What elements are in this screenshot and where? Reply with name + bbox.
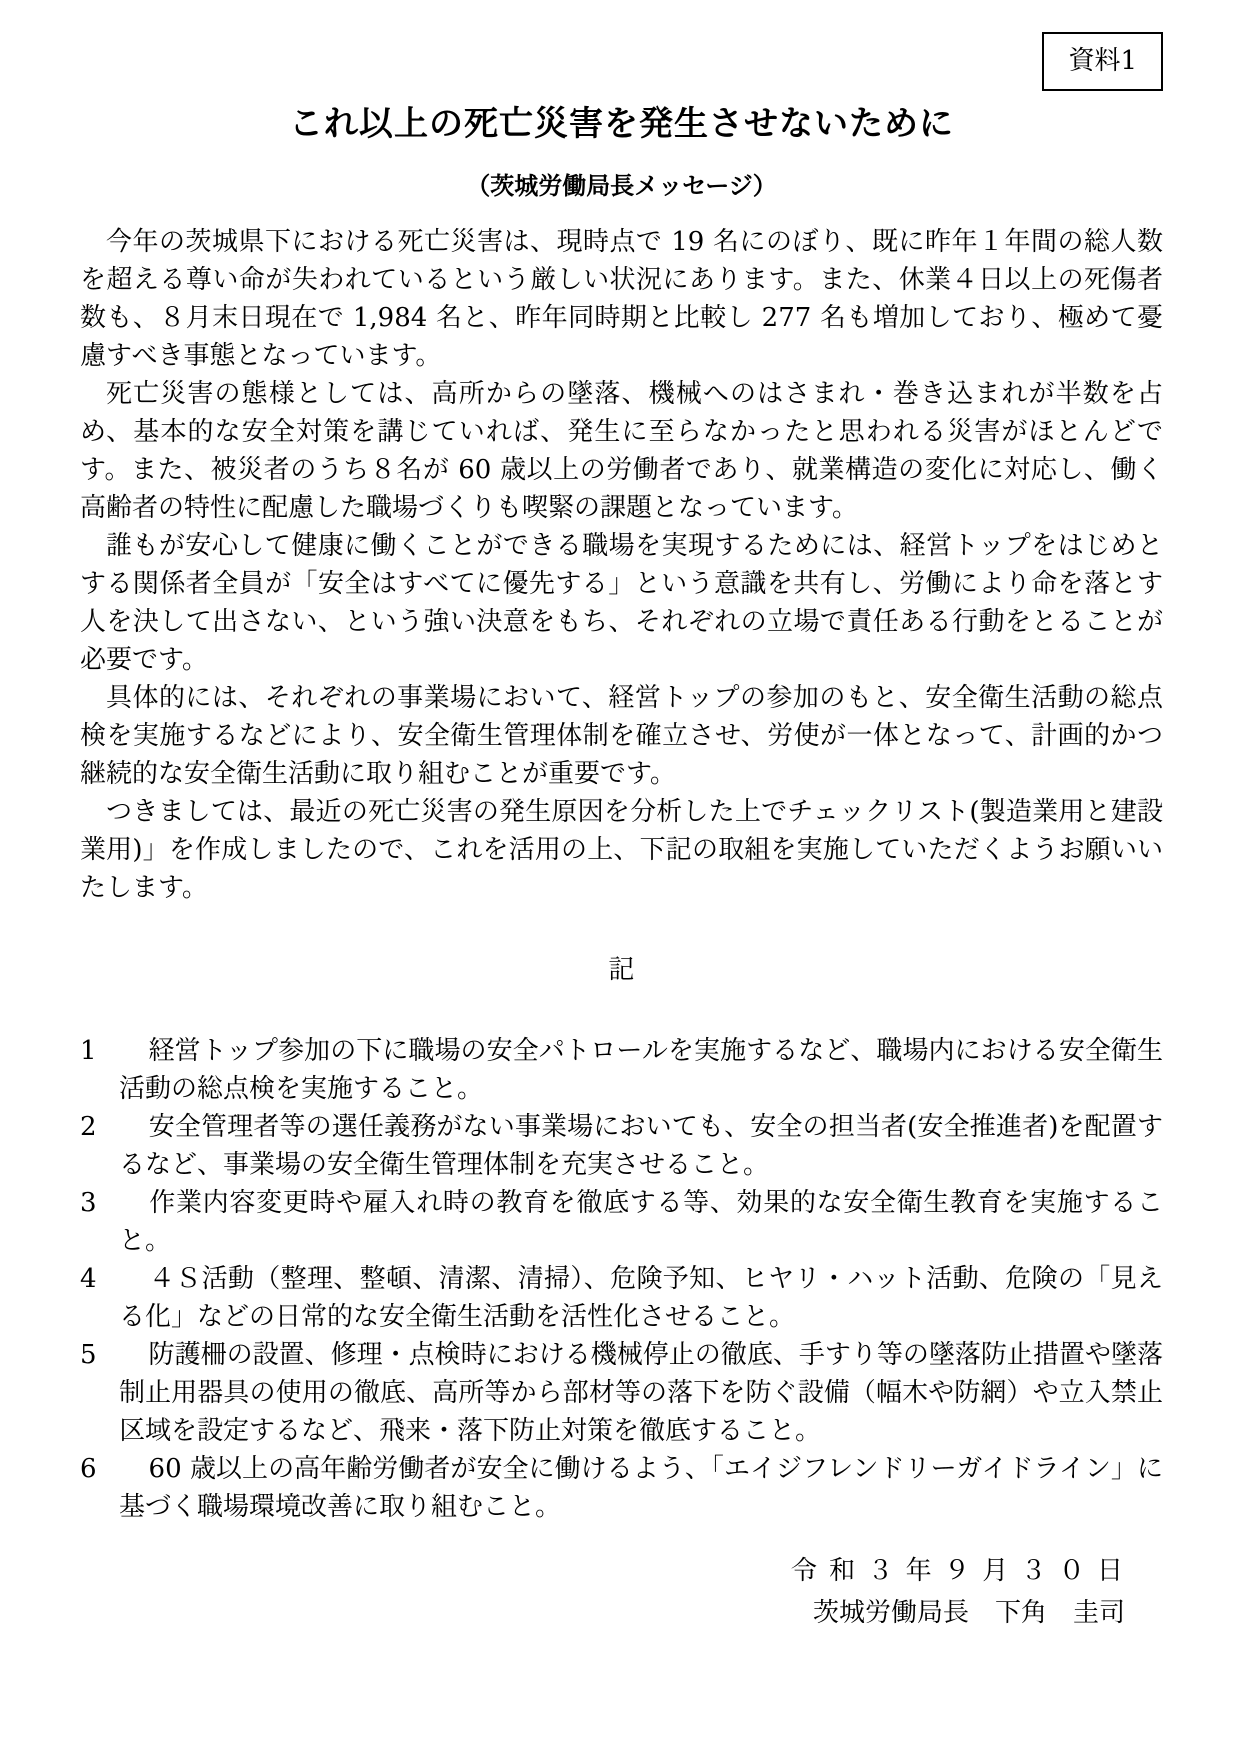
list-item-number: 5 [80, 1340, 97, 1371]
list-item [80, 1336, 1163, 1450]
doc-label: 資料1 [1068, 46, 1137, 76]
paragraph: 今年の茨城県下における死亡災害は、現時点で 19 名にのぼり、既に昨年１年間の総人数を超える尊い命が失われているという厳しい状況にあります。また、休業４日以上の死傷者数も、８月末日現在で 1,984 名と、昨年同時期と比較し 277 名も増加しており、極めて憂慮すべき事態となっています。 [80, 227, 1163, 372]
list-item-text: 安全管理者等の選任義務がない事業場においても、安全の担当者(安全推進者)を配置するなど、事業場の安全衛生管理体制を充実させること。 [119, 1112, 1163, 1181]
list-item-text: 防護柵の設置、修理・点検時における機械停止の徹底、手すり等の墜落防止措置や墜落制止用器具の使用の徹底、高所等から部材等の落下を防ぐ設備（幅木や防網）や立入禁止区域を設定するなど、飛来・落下防止対策を徹底すること。 [119, 1340, 1163, 1447]
list-item-text: 60 歳以上の高年齢労働者が安全に働けるよう、「エイジフレンドリーガイドライン」に基づく職場環境改善に取り組むこと。 [119, 1454, 1163, 1523]
list-item-text: ４Ｓ活動（整理、整頓、清潔、清掃）、危険予知、ヒヤリ・ハット活動、危険の「見える化」などの日常的な安全衛生活動を活性化させること。 [119, 1264, 1163, 1333]
list-item-number: 4 [80, 1264, 97, 1295]
list-item [80, 1450, 1163, 1526]
body-text [80, 223, 1163, 907]
list-item [80, 1108, 1163, 1184]
list-item-number: 3 [80, 1188, 97, 1219]
paragraph: 具体的には、それぞれの事業場において、経営トップの参加のもと、安全衛生活動の総点検を実施するなどにより、安全衛生管理体制を確立させ、労使が一体となって、計画的かつ継続的な安全衛生活動に取り組むことが重要です。 [80, 683, 1163, 790]
page-title: これ以上の死亡災害を発生させないために [289, 104, 954, 144]
list-item [80, 1260, 1163, 1336]
paragraph: つきましては、最近の死亡災害の発生原因を分析した上でチェックリスト(製造業用と建設業用)」を作成しましたので、これを活用の上、下記の取組を実施していただくようお願いいたします。 [80, 797, 1163, 904]
ki-label: 記 [608, 955, 635, 986]
list-item [80, 1032, 1163, 1108]
list-item-text: 作業内容変更時や雇入れ時の教育を徹底する等、効果的な安全衛生教育を実施すること。 [119, 1188, 1163, 1257]
list-item-number: 6 [80, 1454, 97, 1485]
closing-signer: 茨城労働局長 下角 圭司 [812, 1598, 1125, 1629]
paragraph: 死亡災害の態様としては、高所からの墜落、機械へのはさまれ・巻き込まれが半数を占め、基本的な安全対策を講じていれば、発生に至らなかったと思われる災害がほとんどです。また、被災者のうち８名が 60 歳以上の労働者であり、就業構造の変化に対応し、働く高齢者の特性に配慮した職場づくりも喫緊の課題となっています。 [80, 379, 1163, 524]
list-item-number: 2 [80, 1112, 97, 1143]
list-item [80, 1184, 1163, 1260]
list-item-number: 1 [80, 1036, 97, 1067]
doc-label-box [1042, 32, 1163, 91]
closing-date: 令 和 ３ 年 ９ 月 ３ ０ 日 [790, 1556, 1125, 1587]
closing-block [80, 1550, 1163, 1634]
page-subtitle: （茨城労働局長メッセージ） [466, 171, 777, 201]
action-list [80, 1032, 1163, 1526]
list-item-text: 経営トップ参加の下に職場の安全パトロールを実施するなど、職場内における安全衛生活動の総点検を実施すること。 [119, 1036, 1163, 1105]
paragraph: 誰もが安心して健康に働くことができる職場を実現するためには、経営トップをはじめとする関係者全員が「安全はすべてに優先する」という意識を共有し、労働により命を落とす人を決して出さない、という強い決意をもち、それぞれの立場で責任ある行動をとることが必要です。 [80, 531, 1163, 676]
